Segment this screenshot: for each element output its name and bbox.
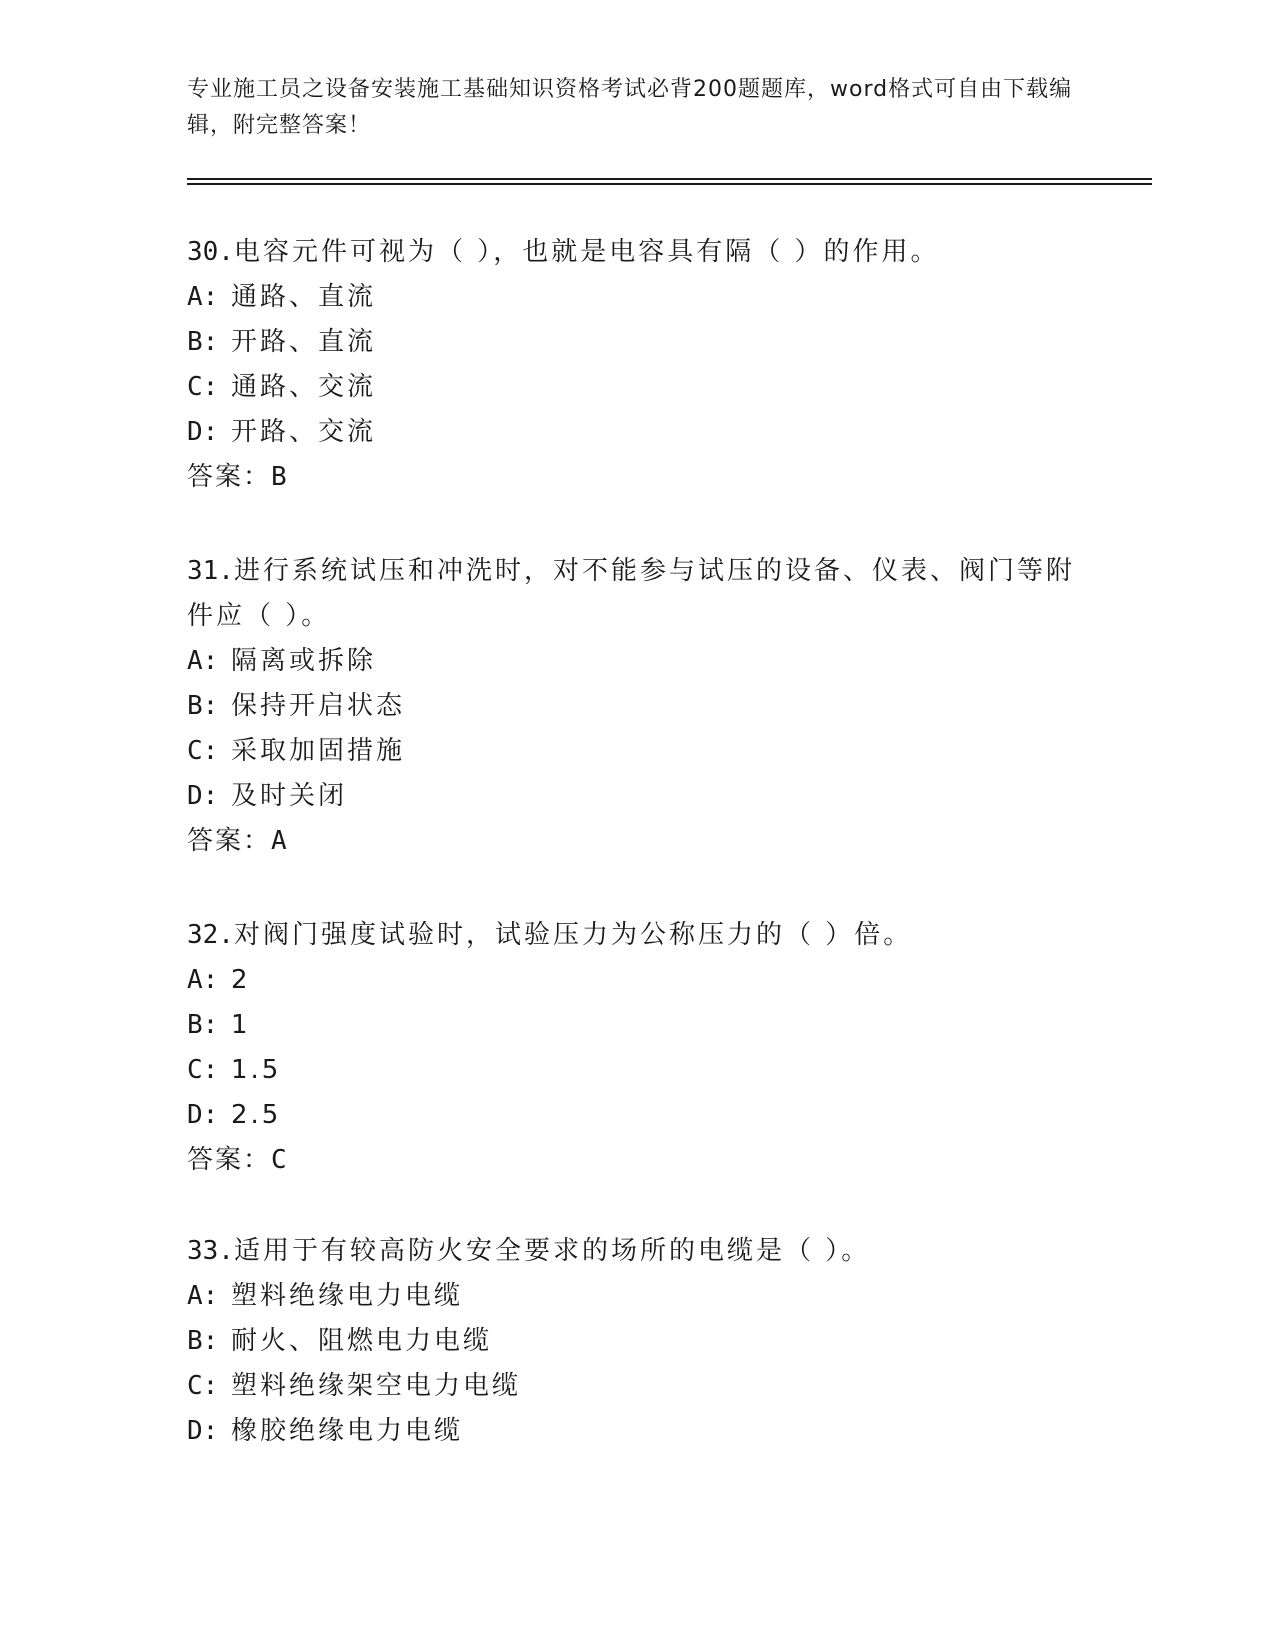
option-text: 及时关闭 [231,781,348,811]
option-key: A: [187,965,219,995]
option-d [187,410,1087,455]
option-key: B: [187,1326,219,1356]
option-a [187,958,1087,1003]
option-b [187,320,1087,365]
option-key: A: [187,1281,219,1311]
question-text: 进行系统试压和冲洗时，对不能参与试压的设备、仪表、阀门等附件应（ ）。 [187,556,1075,631]
option-text: 1 [231,1010,251,1040]
option-text: 隔离或拆除 [231,646,377,676]
option-text: 开路、直流 [231,327,377,357]
answer-value: C [271,1145,289,1175]
option-text: 1.5 [231,1055,282,1085]
header-divider-top [187,178,1152,180]
option-c [187,729,1087,774]
option-d [187,774,1087,819]
question-stem [187,1229,1087,1274]
option-text: 橡胶绝缘电力电缆 [231,1416,464,1446]
option-c [187,1048,1087,1093]
option-key: D: [187,417,219,447]
answer-value: A [271,826,289,856]
option-a [187,275,1087,320]
answer-line [187,1138,1087,1183]
option-key: A: [187,646,219,676]
answer-line [187,455,1087,500]
question-number: 33. [187,1236,234,1266]
option-key: B: [187,1010,219,1040]
question-block-30 [187,230,1087,500]
option-key: B: [187,327,219,357]
option-text: 2.5 [231,1100,282,1130]
answer-label: 答案： [187,826,272,856]
question-block-33 [187,1229,1087,1454]
question-number: 32. [187,920,234,950]
question-stem [187,549,1087,639]
question-number: 31. [187,556,234,586]
option-text: 耐火、阻燃电力电缆 [231,1326,493,1356]
option-b [187,1319,1087,1364]
option-b [187,1003,1087,1048]
question-number: 30. [187,237,234,267]
option-text: 通路、直流 [231,282,377,312]
option-c [187,365,1087,410]
question-stem [187,913,1087,958]
option-c [187,1364,1087,1409]
option-text: 2 [231,965,251,995]
option-text: 采取加固措施 [231,736,406,766]
document-header-title: 专业施工员之设备安装施工基础知识资格考试必背200题题库，word格式可自由下载编辑，附完整答案！ [187,77,1073,138]
option-a [187,1274,1087,1319]
option-text: 塑料绝缘电力电缆 [231,1281,464,1311]
question-text: 电容元件可视为（ ），也就是电容具有隔（ ）的作用。 [233,237,940,267]
header-divider-bottom [187,183,1152,185]
answer-line [187,819,1087,864]
option-key: D: [187,1416,219,1446]
option-b [187,684,1087,729]
answer-value: B [271,462,289,492]
answer-label: 答案： [187,462,272,492]
question-text: 对阀门强度试验时，试验压力为公称压力的（ ）倍。 [233,920,913,950]
option-text: 塑料绝缘架空电力电缆 [231,1371,522,1401]
option-text: 开路、交流 [231,417,377,447]
option-key: C: [187,372,219,402]
option-d [187,1409,1087,1454]
option-text: 保持开启状态 [231,691,406,721]
answer-label: 答案： [187,1145,272,1175]
question-stem [187,230,1087,275]
option-key: C: [187,1371,219,1401]
option-key: B: [187,691,219,721]
option-key: D: [187,781,219,811]
option-a [187,639,1087,684]
question-block-31 [187,549,1087,864]
option-d [187,1093,1087,1138]
question-block-32 [187,913,1087,1183]
option-key: C: [187,1055,219,1085]
option-text: 通路、交流 [231,372,377,402]
option-key: C: [187,736,219,766]
option-key: A: [187,282,219,312]
question-text: 适用于有较高防火安全要求的场所的电缆是（ ）。 [233,1236,871,1266]
option-key: D: [187,1100,219,1130]
